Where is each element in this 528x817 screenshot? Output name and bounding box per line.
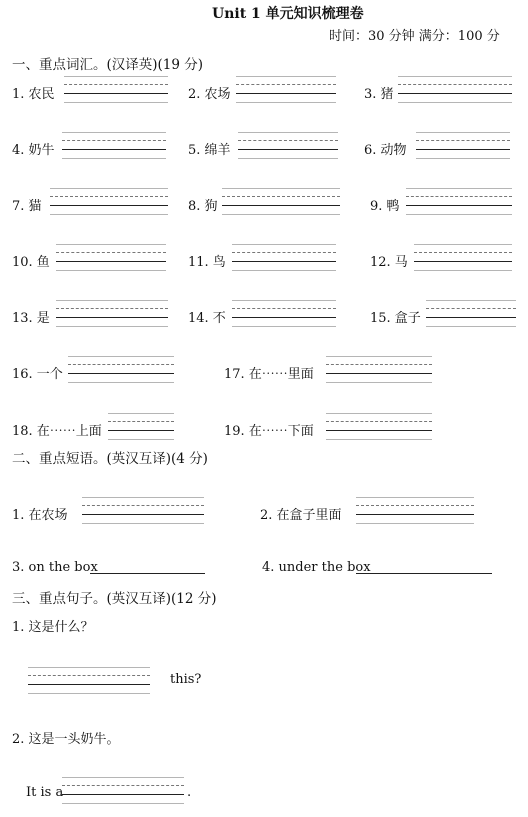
answer-underline[interactable] — [90, 573, 205, 574]
answer-field[interactable] — [414, 244, 512, 270]
answer-field[interactable] — [68, 356, 174, 382]
answer-field[interactable] — [416, 132, 510, 158]
answer-field[interactable] — [326, 413, 432, 439]
sentence-prefix: It is a — [26, 785, 64, 800]
time-info: 时间：30 分钟 满分：100 分 — [329, 29, 500, 44]
phrase-label: 4. under the box — [262, 560, 371, 575]
section2-heading: 二、重点短语。(英汉互译)(4 分) — [12, 451, 208, 467]
sentence-prompt: 1. 这是什么？ — [12, 620, 94, 635]
section1-heading: 一、重点词汇。(汉译英)(19 分) — [12, 57, 204, 73]
answer-field[interactable] — [222, 188, 340, 214]
answer-field[interactable] — [62, 777, 184, 803]
answer-field[interactable] — [356, 497, 474, 523]
answer-field[interactable] — [62, 132, 166, 158]
vocab-label: 9. 鸭 — [370, 199, 400, 214]
answer-field[interactable] — [56, 244, 166, 270]
answer-field[interactable] — [28, 667, 150, 693]
answer-field[interactable] — [326, 356, 432, 382]
vocab-label: 10. 鱼 — [12, 255, 50, 270]
vocab-label: 14. 不 — [188, 311, 226, 326]
vocab-label: 19. 在⋯⋯下面 — [224, 424, 314, 439]
vocab-label: 6. 动物 — [364, 143, 407, 158]
page-title: Unit 1 单元知识梳理卷 — [212, 6, 364, 22]
phrase-label: 1. 在农场 — [12, 508, 68, 523]
answer-underline[interactable] — [356, 573, 492, 574]
answer-field[interactable] — [50, 188, 168, 214]
sentence-suffix: . — [187, 785, 192, 800]
answer-field[interactable] — [232, 300, 336, 326]
vocab-label: 1. 农民 — [12, 87, 55, 102]
vocab-label: 3. 猪 — [364, 87, 394, 102]
answer-field[interactable] — [238, 132, 338, 158]
answer-field[interactable] — [64, 76, 168, 102]
answer-field[interactable] — [236, 76, 336, 102]
vocab-label: 4. 奶牛 — [12, 143, 55, 158]
phrase-label: 3. on the box — [12, 560, 98, 575]
vocab-label: 11. 鸟 — [188, 255, 226, 270]
vocab-label: 7. 猫 — [12, 199, 42, 214]
section3-heading: 三、重点句子。(英汉互译)(12 分) — [12, 591, 217, 607]
answer-field[interactable] — [56, 300, 168, 326]
vocab-label: 12. 马 — [370, 255, 408, 270]
vocab-label: 17. 在⋯⋯里面 — [224, 367, 314, 382]
vocab-label: 8. 狗 — [188, 199, 218, 214]
answer-field[interactable] — [426, 300, 516, 326]
answer-field[interactable] — [108, 413, 174, 439]
answer-field[interactable] — [232, 244, 336, 270]
sentence-suffix: this? — [170, 672, 202, 687]
phrase-label: 2. 在盒子里面 — [260, 508, 342, 523]
vocab-label: 13. 是 — [12, 311, 50, 326]
sentence-prompt: 2. 这是一头奶牛。 — [12, 732, 120, 747]
vocab-label: 16. 一个 — [12, 367, 63, 382]
vocab-label: 15. 盒子 — [370, 311, 421, 326]
answer-field[interactable] — [398, 76, 512, 102]
answer-field[interactable] — [82, 497, 204, 523]
vocab-label: 2. 农场 — [188, 87, 231, 102]
answer-field[interactable] — [406, 188, 512, 214]
vocab-label: 5. 绵羊 — [188, 143, 231, 158]
vocab-label: 18. 在⋯⋯上面 — [12, 424, 102, 439]
